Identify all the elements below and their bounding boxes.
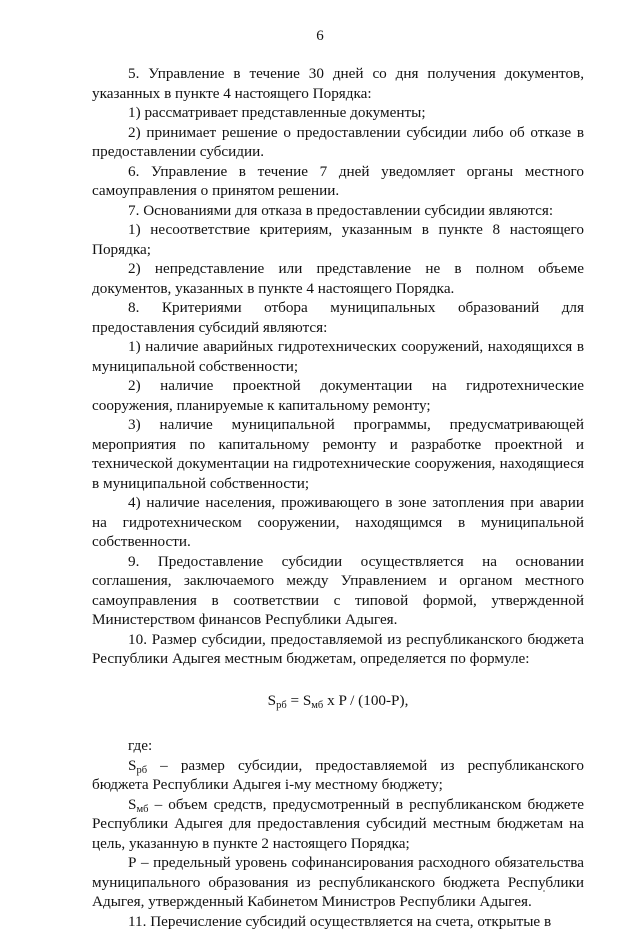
formula [92, 691, 584, 711]
paragraph-8-item-1: 1) наличие аварийных гидротехнических сооружений, находящихся в муниципальной собственности; [92, 337, 584, 376]
paragraph-7-item-1: 1) несоответствие критериям, указанным в пункте 8 настоящего Порядка; [92, 220, 584, 259]
formula-s-left: S [268, 692, 276, 709]
paragraph-6: 6. Управление в течение 7 дней уведомляет органы местного самоуправления о принятом решении. [92, 162, 584, 201]
var-s-mb: S [128, 796, 136, 813]
paragraph-7-item-2: 2) непредставление или представление не в полном объеме документов, указанных в пункте 4 настоящего Порядка. [92, 259, 584, 298]
document-body [92, 64, 584, 931]
formula-sub-rb: рб [276, 700, 287, 711]
paragraph-8-item-4: 4) наличие населения, проживающего в зоне затопления при аварии на гидротехническом сооружении, находящимся в муниципальной собственности. [92, 493, 584, 552]
paragraph-5-item-1: 1) рассматривает представленные документы; [92, 103, 584, 123]
paragraph-9: 9. Предоставление субсидии осуществляется на основании соглашения, заключаемого между Управлением и органом местного самоуправления в соответствии с типовой формой, утвержденной Министерством финансов Республики Адыгея. [92, 552, 584, 630]
paragraph-5: 5. Управление в течение 30 дней со дня получения документов, указанных в пункте 4 настоящего Порядка: [92, 64, 584, 103]
var-sub-rb: рб [136, 765, 147, 776]
paragraph-7: 7. Основаниями для отказа в предоставлении субсидии являются: [92, 201, 584, 221]
where-label: где: [92, 736, 584, 756]
paragraph-8-item-3: 3) наличие муниципальной программы, предусматривающей мероприятия по капитальному ремонту и разработке проектной и технической документации на гидротехнические сооружения, находящиеся в муниципальной собственности; [92, 415, 584, 493]
paragraph-10: 10. Размер субсидии, предоставляемой из республиканского бюджета Республики Адыгея местным бюджетам, определяется по формуле: [92, 630, 584, 669]
definition-smb [92, 795, 584, 854]
paragraph-8-item-2: 2) наличие проектной документации на гидротехнические сооружения, планируемые к капитальному ремонту; [92, 376, 584, 415]
definition-srb-text: – размер субсидии, предоставляемой из республиканского бюджета Республики Адыгея i-му местному бюджету; [92, 757, 584, 794]
definition-srb [92, 756, 584, 795]
definition-p-text: – предельный уровень софинансирования расходного обязательства муниципального образования из республиканского бюджета Республики Адыгея, утвержденный Кабинетом Министров Республики Адыгея. [92, 854, 584, 910]
paragraph-11: 11. Перечисление субсидий осуществляется на счета, открытые в [92, 912, 584, 931]
formula-equals: = [287, 692, 303, 709]
paragraph-8: 8. Критериями отбора муниципальных образований для предоставления субсидий являются: [92, 298, 584, 337]
var-sub-mb: мб [136, 804, 148, 815]
var-p: Р [128, 854, 136, 871]
formula-s-right: S [303, 692, 311, 709]
var-s: S [128, 757, 136, 774]
formula-sub-mb: мб [311, 700, 323, 711]
paragraph-5-item-2: 2) принимает решение о предоставлении субсидии либо об отказе в предоставлении субсидии. [92, 123, 584, 162]
scan-speck [543, 890, 545, 892]
definition-p [92, 853, 584, 912]
definition-smb-text: – объем средств, предусмотренный в республиканском бюджете Республики Адыгея для предоставления субсидий местным бюджетам на цель, указанную в пункте 2 настоящего Порядка; [92, 796, 584, 852]
formula-rest: x P / (100-P), [323, 692, 408, 709]
page-number: 6 [0, 28, 640, 45]
